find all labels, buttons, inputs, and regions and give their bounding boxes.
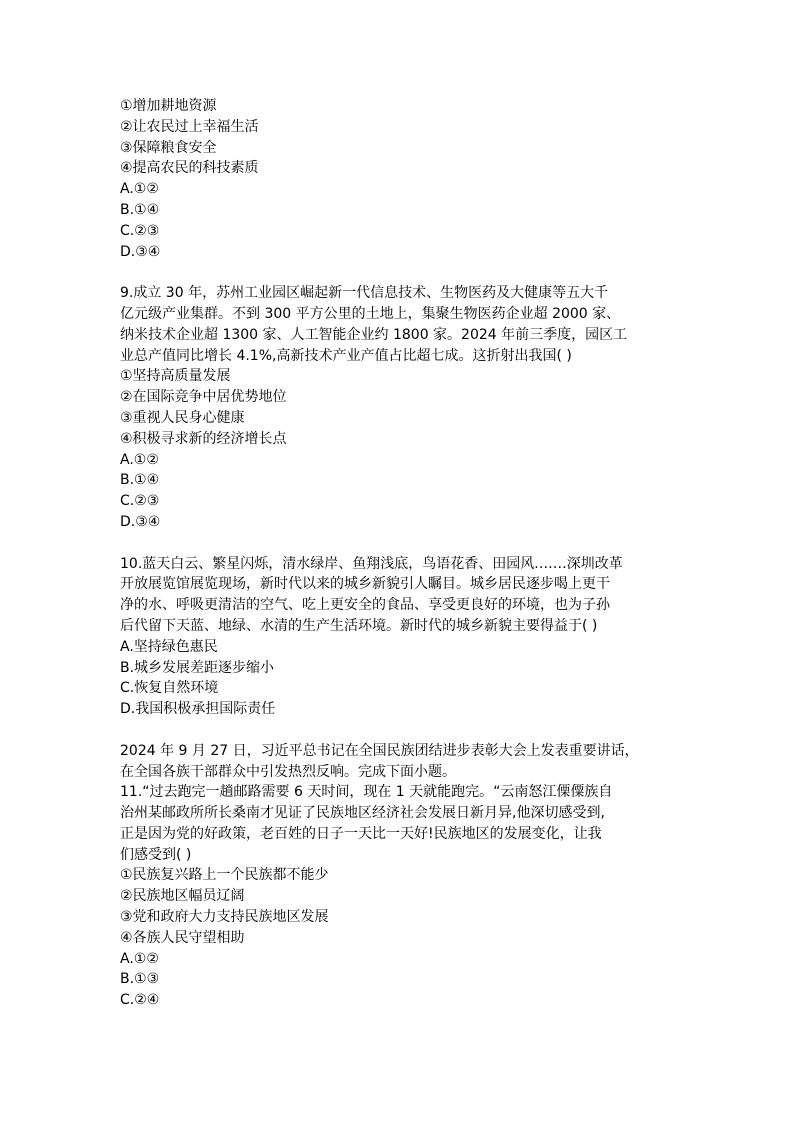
intro-line: 在全国各族干部群众中引发热烈反响。完成下面小题。	[120, 763, 456, 780]
spacer	[120, 533, 680, 554]
spacer	[120, 720, 680, 741]
option-line: ②民族地区幅员辽阔	[120, 888, 245, 905]
choice-c: C.②③	[120, 493, 160, 510]
choice-d: D.③④	[120, 513, 161, 530]
option-line: ④各族人民守望相助	[120, 929, 245, 946]
question-stem-line: 净的水、呼吸更清洁的空气、吃上更安全的食品、享受更良好的环境，也为子孙	[120, 597, 610, 614]
question-stem-line: 10.蓝天白云、繁星闪烁，清水绿岸、鱼翔浅底，鸟语花香、田园风.……深圳改革	[120, 555, 623, 572]
question-8-continuation	[120, 96, 680, 262]
question-stem-line: 开放展览馆展览现场，新时代以来的城乡新貌引人瞩目。城乡居民逐步喝上更干	[120, 576, 610, 593]
option-line: ④提高农民的科技素质	[120, 160, 259, 177]
document-page	[120, 96, 680, 1011]
spacer	[120, 262, 680, 283]
option-line: ③重视人民身心健康	[120, 409, 245, 426]
question-stem-line: 后代留下天蓝、地绿、水清的生产生活环境。新时代的城乡新貌主要得益于( )	[120, 617, 598, 634]
option-line: ②让农民过上幸福生活	[120, 118, 259, 135]
choice-d: D.③④	[120, 243, 161, 260]
option-line: ③党和政府大力支持民族地区发展	[120, 909, 329, 926]
choice-c: C.②③	[120, 222, 160, 239]
choice-c: C.恢复自然环境	[120, 680, 219, 697]
question-11	[120, 782, 680, 1011]
option-line: ④积极寻求新的经济增长点	[120, 430, 287, 447]
question-stem-line: 9.成立 30 年，苏州工业园区崛起新一代信息技术、生物医药及大健康等五大千	[120, 285, 609, 302]
question-stem-line: 亿元级产业集群。不到 300 平方公里的土地上，集聚生物医药企业超 2000 家、	[120, 305, 621, 322]
option-line: ②在国际竞争中居优势地位	[120, 389, 287, 406]
question-stem-line: 正是因为党的好政策，老百姓的日子一天比一天好!民族地区的发展变化，让我	[120, 825, 602, 842]
choice-a: A.①②	[120, 181, 159, 198]
choice-a: A.坚持绿色惠民	[120, 638, 218, 655]
question-9	[120, 283, 680, 533]
choice-c: C.②④	[120, 992, 160, 1009]
question-stem-line: 11.“过去跑完一趟邮路需要 6 天时间，现在 1 天就能跑完。“云南怒江傈僳族自	[120, 784, 613, 801]
material-intro	[120, 741, 680, 783]
choice-a: A.①②	[120, 950, 159, 967]
choice-b: B.①③	[120, 971, 160, 988]
choice-b: B.①④	[120, 201, 160, 218]
question-stem-line: 治州某邮政所所长桑南才见证了民族地区经济社会发展日新月异,他深切感受到,	[120, 805, 605, 822]
option-line: ①坚持高质量发展	[120, 368, 231, 385]
choice-b: B.①④	[120, 472, 160, 489]
question-10	[120, 554, 680, 720]
question-stem-line: 业总产值同比增长 4.1%,高新技术产业产值占比超七成。这折射出我国( )	[120, 347, 572, 364]
option-line: ①民族复兴路上一个民族都不能少	[120, 867, 329, 884]
question-stem-line: 们感受到( )	[120, 846, 192, 863]
intro-line: 2024 年 9 月 27 日，习近平总书记在全国民族团结进步表彰大会上发表重要讲话，	[120, 742, 639, 759]
choice-a: A.①②	[120, 451, 159, 468]
choice-b: B.城乡发展差距逐步缩小	[120, 659, 275, 676]
option-line: ③保障粮食安全	[120, 139, 217, 156]
question-stem-line: 纳米技术企业超 1300 家、人工智能企业约 1800 家。2024 年前三季度，园区工	[120, 326, 628, 343]
option-line: ①增加耕地资源	[120, 98, 217, 114]
choice-d: D.我国积极承担国际责任	[120, 701, 276, 718]
